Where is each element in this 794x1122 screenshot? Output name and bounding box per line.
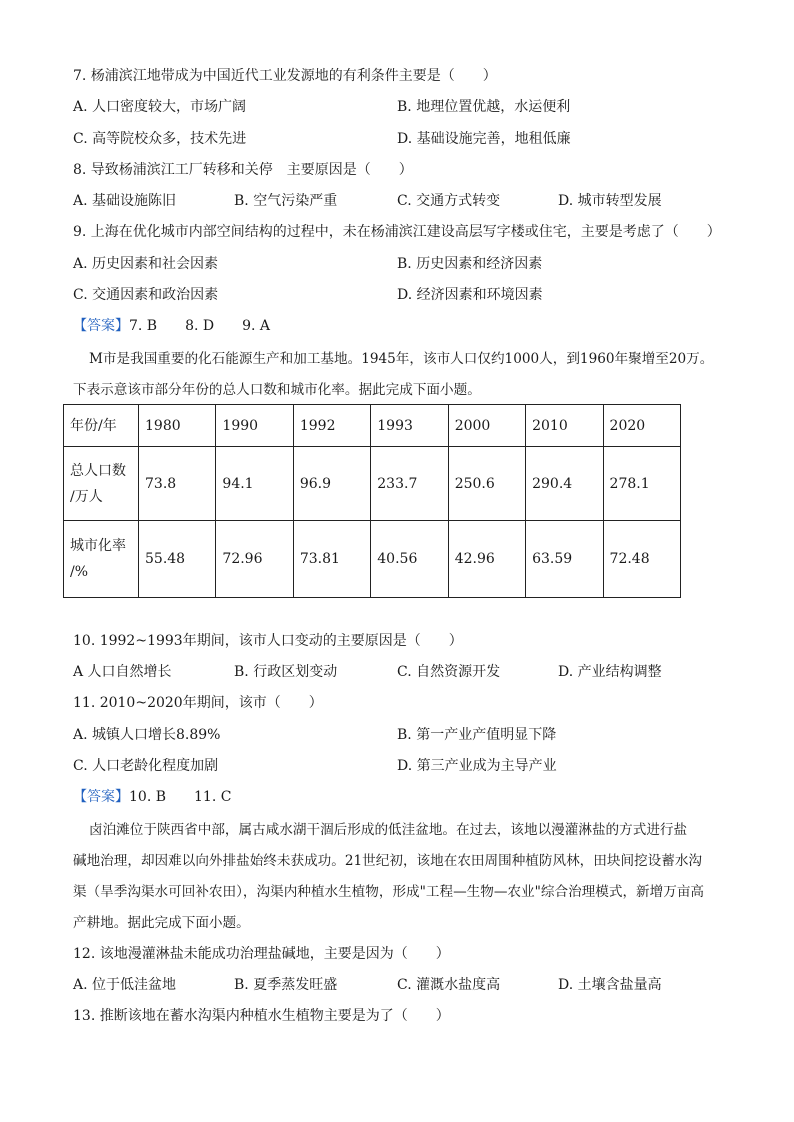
table-year-cell: 2010 [526, 405, 603, 447]
answer-block-2 [73, 787, 231, 807]
passage2-line1: 卤泊滩位于陕西省中部，属古咸水湖干涸后形成的低洼盆地。在过去，该地以漫灌淋盐的方式进行盐 [89, 822, 688, 838]
q9-option-c: C. 交通因素和政治因素 [73, 287, 219, 303]
table-year-cell: 1980 [139, 405, 216, 447]
q10-option-d: D. 产业结构调整 [558, 664, 662, 680]
table-row-label [64, 447, 139, 521]
table-cell: 290.4 [526, 447, 603, 521]
passage1-line1: M市是我国重要的化石能源生产和加工基地。1945年，该市人口仅约1000人，到1960年聚增至20万。 [89, 351, 714, 367]
row-label-line2: /万人 [70, 488, 103, 505]
q10-stem: 10. 1992~1993年期间，该市人口变动的主要原因是（ ） [73, 633, 463, 649]
q8-stem: 8. 导致杨浦滨江工厂转移和关停 主要原因是（ ） [73, 162, 413, 178]
table-year-cell: 1990 [216, 405, 293, 447]
answer-tag: 【答案】 [73, 789, 129, 805]
table-year-cell: 2000 [448, 405, 525, 447]
q11-option-b: B. 第一产业产值明显下降 [397, 727, 557, 743]
q10-option-a: A 人口自然增长 [73, 664, 172, 680]
q12-option-d: D. 土壤含盐量高 [558, 977, 662, 993]
table-row [64, 447, 681, 521]
q7-option-a: A. 人口密度较大，市场广阔 [73, 99, 247, 115]
row-label-line1: 总人口数 [70, 462, 126, 479]
table-year-cell: 2020 [603, 405, 680, 447]
q12-option-b: B. 夏季蒸发旺盛 [234, 977, 338, 993]
row-label-line2: /% [70, 564, 89, 580]
q9-option-a: A. 历史因素和社会因素 [73, 256, 219, 272]
q7-option-b: B. 地理位置优越，水运便利 [397, 99, 571, 115]
q12-option-c: C. 灌溉水盐度高 [397, 977, 501, 993]
q12-option-a: A. 位于低洼盆地 [73, 977, 177, 993]
table-cell: 40.56 [371, 521, 448, 598]
q11-option-a: A. 城镇人口增长8.89% [73, 727, 221, 743]
table-cell: 73.8 [139, 447, 216, 521]
q9-option-d: D. 经济因素和环境因素 [397, 287, 543, 303]
q11-option-c: C. 人口老龄化程度加剧 [73, 758, 219, 774]
q12-stem: 12. 该地漫灌淋盐未能成功治理盐碱地，主要是因为（ ） [73, 946, 450, 962]
row-label-line1: 城市化率 [70, 538, 126, 554]
table-cell: 55.48 [139, 521, 216, 598]
passage1-line2: 下表示意该市部分年份的总人口数和城市化率。据此完成下面小题。 [73, 382, 481, 398]
table-cell: 94.1 [216, 447, 293, 521]
q11-stem: 11. 2010~2020年期间，该市（ ） [73, 695, 323, 711]
answer-text: 7. B 8. D 9. A [129, 318, 271, 334]
table-year-cell: 1993 [371, 405, 448, 447]
q8-option-c: C. 交通方式转变 [397, 193, 501, 209]
q8-option-a: A. 基础设施陈旧 [73, 193, 177, 209]
passage2-line4: 产耕地。据此完成下面小题。 [73, 915, 250, 931]
table-header-row [64, 405, 681, 447]
table-cell: 96.9 [293, 447, 370, 521]
table-year-cell: 1992 [293, 405, 370, 447]
table-cell: 73.81 [293, 521, 370, 598]
table-cell: 42.96 [448, 521, 525, 598]
q10-option-b: B. 行政区划变动 [234, 664, 338, 680]
q7-option-c: C. 高等院校众多，技术先进 [73, 131, 247, 147]
answer-block-1 [73, 316, 270, 336]
table-header-label: 年份/年 [64, 405, 139, 447]
table-cell: 250.6 [448, 447, 525, 521]
table-cell: 72.96 [216, 521, 293, 598]
q9-option-b: B. 历史因素和经济因素 [397, 256, 543, 272]
table-row [64, 521, 681, 598]
table-row-label [64, 521, 139, 598]
q9-stem: 9. 上海在优化城市内部空间结构的过程中，未在杨浦滨江建设高层写字楼或住宅，主要是考虑了（ ） [73, 224, 721, 240]
table-cell: 63.59 [526, 521, 603, 598]
passage2-line2: 碱地治理，却因难以向外排盐始终未获成功。21世纪初，该地在农田周围种植防风林，田块间挖设蓄水沟 [73, 853, 703, 869]
q7-stem: 7. 杨浦滨江地带成为中国近代工业发源地的有利条件主要是（ ） [73, 68, 497, 84]
q8-option-b: B. 空气污染严重 [234, 193, 338, 209]
table-cell: 72.48 [603, 521, 680, 598]
q11-option-d: D. 第三产业成为主导产业 [397, 758, 557, 774]
q13-stem: 13. 推断该地在蓄水沟渠内种植水生植物主要是为了（ ） [73, 1008, 450, 1024]
passage2-line3: 渠（旱季沟渠水可回补农田），沟渠内种植水生植物，形成"工程—生物—农业"综合治理模式，新增万亩高 [73, 884, 705, 900]
answer-text: 10. B 11. C [129, 789, 232, 805]
q8-option-d: D. 城市转型发展 [558, 193, 662, 209]
q10-option-c: C. 自然资源开发 [397, 664, 501, 680]
table-cell: 233.7 [371, 447, 448, 521]
answer-tag: 【答案】 [73, 318, 129, 334]
population-table [63, 404, 681, 598]
q7-option-d: D. 基础设施完善，地租低廉 [397, 131, 571, 147]
table-cell: 278.1 [603, 447, 680, 521]
